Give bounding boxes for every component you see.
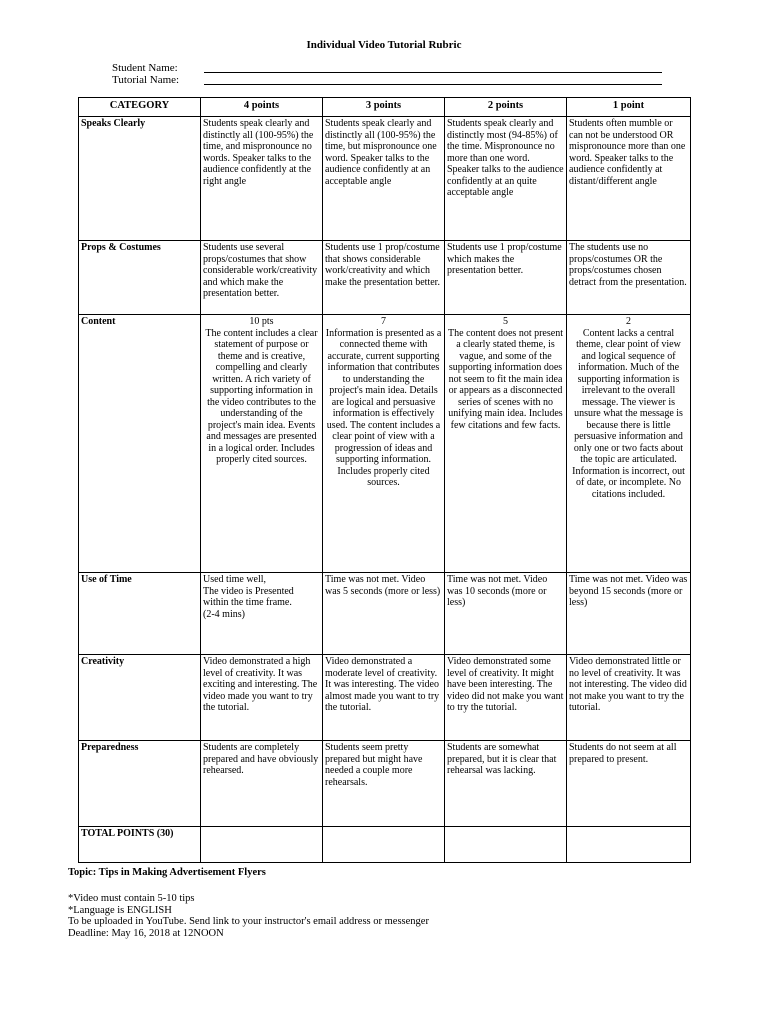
rubric-cell: Video demonstrated some level of creativity. It might have been interesting. The video did not make you want to try the tutorial.	[445, 655, 567, 741]
note-item: *Video must contain 5-10 tips	[68, 893, 195, 904]
header-category: CATEGORY	[79, 98, 201, 117]
rubric-cell: Time was not met. Video was 5 seconds (more or less)	[323, 573, 445, 655]
header-2-points: 2 points	[445, 98, 567, 117]
header-1-point: 1 point	[567, 98, 691, 117]
criterion-label: Creativity	[79, 655, 201, 741]
criterion-label: Content	[79, 315, 201, 573]
criterion-label: Speaks Clearly	[79, 117, 201, 241]
rubric-header-row	[79, 98, 691, 117]
notes-list	[68, 893, 429, 939]
rubric-cell: Students are completely prepared and have obviously rehearsed.	[201, 741, 323, 827]
rubric-cell: Time was not met. Video was 10 seconds (more or less)	[445, 573, 567, 655]
rubric-cell: Video demonstrated a high level of creativity. It was exciting and interesting. The video made you want to try the tutorial.	[201, 655, 323, 741]
student-name-line	[204, 72, 662, 73]
rubric-cell	[567, 827, 691, 863]
rubric-cell: Students do not seem at all prepared to present.	[567, 741, 691, 827]
rubric-cell: Students use several props/costumes that show considerable work/creativity and which make the presentation better.	[201, 241, 323, 315]
row-props-costumes	[79, 241, 691, 315]
rubric-cell: Students speak clearly and distinctly most (94-85%) of the time. Mispronounce no more than one word. Speaker talks to the audience confidently at an quite acceptable angle	[445, 117, 567, 241]
rubric-cell: Video demonstrated little or no level of creativity. It was not interesting. The video did not make you want to try the tutorial.	[567, 655, 691, 741]
rubric-cell: 5 The content does not present a clearly stated theme, is vague, and some of the supporting information does not seem to fit the main idea or appears as a disconnected series of scenes with no unifying main idea. Includes few citations and few facts.	[445, 315, 567, 573]
note-item: To be uploaded in YouTube. Send link to your instructor's email address or messenger	[68, 916, 429, 927]
header-4-points: 4 points	[201, 98, 323, 117]
rubric-cell: Students speak clearly and distinctly all (100-95%) the time, and mispronounce no words. Speaker talks to the audience confidently at the right angle	[201, 117, 323, 241]
rubric-cell: Students often mumble or can not be understood OR mispronounce more than one word. Speaker talks to the audience confidently at distant/different angle	[567, 117, 691, 241]
tutorial-name-field	[112, 74, 672, 88]
criterion-label: TOTAL POINTS (30)	[79, 827, 201, 863]
rubric-cell: Video demonstrated a moderate level of creativity. It was interesting. The video almost made you want to try the tutorial.	[323, 655, 445, 741]
note-item: Deadline: May 16, 2018 at 12NOON	[68, 927, 224, 939]
rubric-cell	[445, 827, 567, 863]
row-total-points	[79, 827, 691, 863]
tutorial-name-label: Tutorial Name:	[112, 74, 180, 86]
rubric-cell: Used time well, The video is Presented within the time frame. (2-4 mins)	[201, 573, 323, 655]
row-speaks-clearly	[79, 117, 691, 241]
rubric-cell: Students are somewhat prepared, but it is clear that rehearsal was lacking.	[445, 741, 567, 827]
criterion-label: Preparedness	[79, 741, 201, 827]
header-3-points: 3 points	[323, 98, 445, 117]
rubric-cell: Students seem pretty prepared but might have needed a couple more rehearsals.	[323, 741, 445, 827]
rubric-cell: Students use 1 prop/costume that shows considerable work/creativity and which make the presentation better.	[323, 241, 445, 315]
rubric-cell: Time was not met. Video was beyond 15 seconds (more or less)	[567, 573, 691, 655]
rubric-table	[78, 97, 691, 863]
rubric-cell: 2 Content lacks a central theme, clear point of view and logical sequence of information. Much of the supporting information is irrelevant to the overall message. The viewer is unsure what the message is because there is little persuasive information and only one or two facts about the topic are articulated. Information is incorrect, out of date, or incomplete. No citations included.	[567, 315, 691, 573]
rubric-cell: 7 Information is presented as a connected theme with accurate, current supporting information that contributes to understanding the project's main idea. Details are logical and persuasive information is effectively used. The content includes a clear point of view with a progression of ideas and supporting information. Includes properly cited sources.	[323, 315, 445, 573]
rubric-cell	[323, 827, 445, 863]
rubric-cell: Students speak clearly and distinctly all (100-95%) the time, but mispronounce one word. Speaker talks to the audience confidently at an acceptable angle	[323, 117, 445, 241]
document-title: Individual Video Tutorial Rubric	[306, 39, 462, 51]
row-content	[79, 315, 691, 573]
row-creativity	[79, 655, 691, 741]
rubric-cell: Students use 1 prop/costume which makes the presentation better.	[445, 241, 567, 315]
criterion-label: Props & Costumes	[79, 241, 201, 315]
topic-line: Topic: Tips in Making Advertisement Flyers	[68, 867, 266, 878]
row-use-of-time	[79, 573, 691, 655]
tutorial-name-line	[204, 84, 662, 85]
note-item: *Language is ENGLISH	[68, 904, 172, 916]
rubric-cell: 10 pts The content includes a clear statement of purpose or theme and is creative, compelling and clearly written. A rich variety of supporting information in the video contributes to the understanding of the project's main idea. Events and messages are presented in a logical order. Includes properly cited sources.	[201, 315, 323, 573]
student-name-label: Student Name:	[112, 62, 178, 74]
rubric-cell: The students use no props/costumes OR the props/costumes chosen detract from the presentation.	[567, 241, 691, 315]
row-preparedness	[79, 741, 691, 827]
criterion-label: Use of Time	[79, 573, 201, 655]
rubric-cell	[201, 827, 323, 863]
